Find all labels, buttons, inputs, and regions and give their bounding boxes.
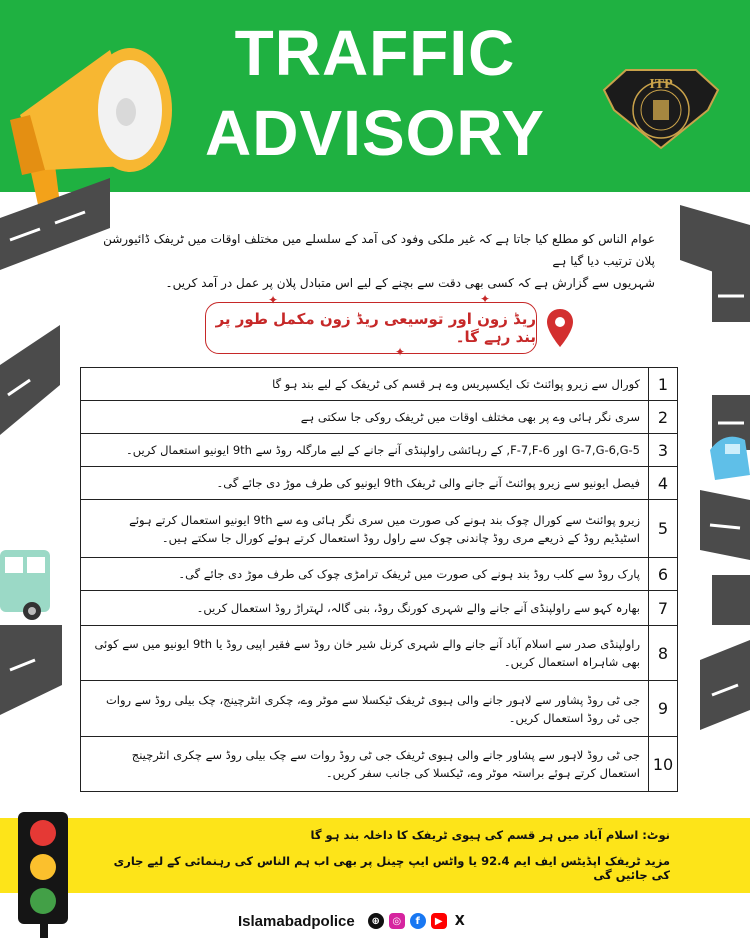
row-text: فیصل ایونیو سے زیرو پوائنٹ آنے جانے والی ٹریفک 9th ایونیو کی طرف موڑ دی جائے گی۔ [81, 467, 649, 500]
sparkle-icon: ✦ [480, 292, 491, 306]
road-decoration-left-bottom [0, 625, 62, 715]
table-row [81, 401, 678, 434]
title-traffic: TRAFFIC [234, 17, 516, 89]
road-decoration-left-mid [0, 325, 60, 435]
table-row [81, 558, 678, 591]
row-number: 10 [649, 737, 678, 792]
intro-text [95, 228, 655, 294]
location-pin-icon [547, 309, 573, 347]
x-icon[interactable]: X [452, 913, 468, 929]
traffic-light-pole [40, 924, 48, 938]
youtube-icon[interactable]: ▶ [431, 913, 447, 929]
yellow-light [30, 854, 56, 880]
green-light [30, 888, 56, 914]
road-decoration-right-4 [700, 490, 750, 560]
social-bar [238, 910, 468, 932]
table-row [81, 434, 678, 467]
road-decoration-right-2 [712, 270, 750, 322]
instagram-icon[interactable]: ◎ [389, 913, 405, 929]
red-light [30, 820, 56, 846]
bus-decoration [0, 545, 52, 625]
itp-badge-logo [598, 62, 724, 152]
table-row [81, 626, 678, 681]
web-icon[interactable]: ⊕ [368, 913, 384, 929]
car-decoration [700, 430, 750, 490]
table-row [81, 681, 678, 737]
row-text: G-7,G-6,G-5 اور F-7,F-6, کے رہائشی راولپنڈی آنے جانے کے لیے مارگلہ روڈ سے 9th ایونیو استعمال کریں۔ [81, 434, 649, 467]
road-decoration-right-5 [712, 575, 750, 625]
sparkle-icon: ✦ [268, 293, 279, 307]
row-number: 4 [649, 467, 678, 500]
row-number: 2 [649, 401, 678, 434]
facebook-icon[interactable]: f [410, 913, 426, 929]
table-row [81, 368, 678, 401]
row-text: جی ٹی روڈ لاہور سے پشاور جانے والی ہیوی ٹریفک جی ٹی روڈ روات سے چک بیلی روڈ سے چکری انٹرچینج استعمال کرتے ہوئے براستہ موٹر وے، ٹیکسلا کی جانب سفر کریں۔ [81, 737, 649, 792]
table-row [81, 737, 678, 792]
footer-note-line-1: نوٹ: اسلام آباد میں ہر قسم کی ہیوی ٹریفک کا داخلہ بند ہو گا [310, 828, 670, 842]
row-number: 7 [649, 591, 678, 626]
red-zone-banner [205, 302, 537, 354]
row-text: بھارہ کہو سے راولپنڈی آنے جانے والے شہری کورنگ روڈ، بنی گالہ، لہتراڑ روڈ استعمال کریں۔ [81, 591, 649, 626]
row-number: 5 [649, 500, 678, 558]
row-number: 8 [649, 626, 678, 681]
advisory-table [80, 367, 678, 792]
traffic-light-icon [18, 812, 68, 924]
row-number: 3 [649, 434, 678, 467]
row-text: پارک روڈ سے کلب روڈ بند ہونے کی صورت میں ٹریفک ترامڑی چوک کی طرف موڑ دی جائے گی۔ [81, 558, 649, 591]
road-decoration-right-6 [700, 640, 750, 730]
sparkle-icon: ✦ [395, 345, 406, 359]
row-number: 6 [649, 558, 678, 591]
table-row [81, 500, 678, 558]
road-decoration-left-top [0, 178, 110, 270]
table-row [81, 467, 678, 500]
row-number: 9 [649, 681, 678, 737]
red-zone-banner-text: ریڈ زون اور توسیعی ریڈ زون مکمل طور پر بند رہے گا۔ [215, 310, 536, 346]
footer-note-line-2: مزید ٹریفک اپڈیٹس ایف ایم 92.4 یا واٹس ایپ چینل پر بھی اب ہم الناس کی رہنمائی کے لیے جاری کی جائیں گی [113, 854, 670, 882]
row-text: راولپنڈی صدر سے اسلام آباد آنے جانے والے شہری کرنل شیر خان روڈ سے فقیر اپیی روڈ یا 9th ایونیو میں سے کوئی بھی شاہراہ استعمال کریں۔ [81, 626, 649, 681]
row-text: جی ٹی روڈ پشاور سے لاہور جانے والی ہیوی ٹریفک ٹیکسلا سے موٹر وے، چکری انٹرچینج، چک بیلی روڈ سے روات جی ٹی روڈ استعمال کریں۔ [81, 681, 649, 737]
intro-line-2: شہریوں سے گزارش ہے کہ کسی بھی دقت سے بچنے کے لیے اس متبادل پلان پر عمل در آمد کریں۔ [165, 276, 655, 290]
row-text: زیرو پوائنٹ سے کورال چوک بند ہونے کی صورت میں سری نگر ہائی وے سے 9th ایونیو استعمال کرتے ہوئے اسٹیڈیم روڈ کے ذریعے مری روڈ چاندنی چوک سے راول روڈ استعمال کرتے ہوئے کورال جا سکتے ہیں۔ [81, 500, 649, 558]
row-text: کورال سے زیرو پوائنٹ تک ایکسپریس وے ہر قسم کی ٹریفک کے لیے بند ہو گا [81, 368, 649, 401]
badge-text: ITP [649, 77, 673, 92]
title-advisory: ADVISORY [205, 97, 545, 169]
table-row [81, 591, 678, 626]
row-text: سری نگر ہائی وے پر بھی مختلف اوقات میں ٹریفک روکی جا سکتی ہے [81, 401, 649, 434]
social-handle[interactable]: Islamabadpolice [238, 912, 355, 930]
row-number: 1 [649, 368, 678, 401]
intro-line-1: عوام الناس کو مطلع کیا جاتا ہے کہ غیر ملکی وفود کی آمد کے سلسلے میں مختلف اوقات میں ٹریفک ڈائیورشن پلان ترتیب دیا گیا ہے [103, 232, 655, 268]
